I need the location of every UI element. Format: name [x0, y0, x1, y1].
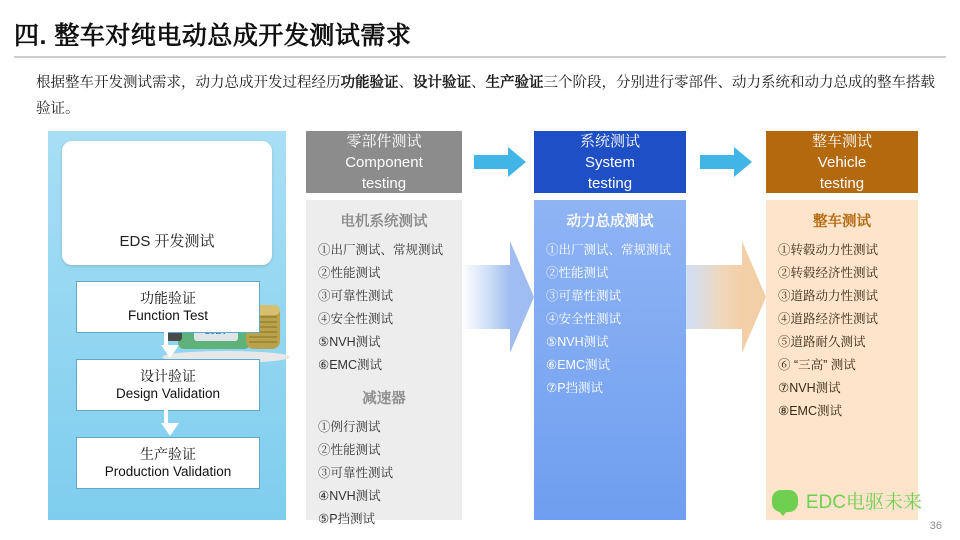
intro-part2: 三个阶段，分别进行零部件、动力系统和动力总成的整车搭载验证。	[36, 75, 935, 117]
intro-part1: 根据整车开发测试需求，动力总成开发过程经历	[36, 75, 341, 91]
intro-bold-3: 生产验证	[485, 75, 544, 91]
list-item: ②性能测试	[318, 266, 381, 280]
step-function-test-en: Function Test	[127, 308, 209, 323]
list-item: ⑥EMC测试	[546, 358, 610, 372]
header-component-en2: testing	[361, 174, 407, 192]
arrow-right-component-to-system-icon	[474, 147, 526, 177]
header-system-en1: System	[584, 153, 635, 171]
list-item: ②性能测试	[546, 266, 609, 280]
group-title-reducer: 减速器	[362, 391, 406, 407]
list-item: ④道路经济性测试	[778, 312, 879, 326]
step-production-validation-cn: 生产验证	[140, 446, 196, 462]
list-item: ③可靠性测试	[318, 289, 394, 303]
list-item: ④安全性测试	[318, 312, 394, 326]
list-item: ②性能测试	[318, 443, 381, 457]
header-vehicle-testing[interactable]	[766, 131, 918, 193]
list-item: ⑥EMC测试	[318, 358, 382, 372]
arrow-down-1-stem	[164, 331, 168, 345]
list-item: ①转毂动力性测试	[778, 243, 879, 257]
group-title-vehicle: 整车测试	[813, 214, 871, 230]
group-title-motor-system: 电机系统测试	[340, 214, 428, 230]
arrow-right-large-1-icon	[462, 265, 534, 329]
step-design-validation-cn: 设计验证	[140, 368, 196, 384]
footer-brand	[772, 487, 922, 514]
step-function-test-cn: 功能验证	[140, 290, 196, 306]
list-item: ⑥ “三高” 测试	[778, 358, 856, 372]
step-production-validation[interactable]	[76, 437, 260, 489]
step-design-validation[interactable]	[76, 359, 260, 411]
intro-sep1: 、	[398, 75, 413, 91]
intro-bold-1: 功能验证	[340, 75, 399, 91]
eds-label: EDS 开发测试	[119, 233, 215, 250]
arrow-down-2-icon	[161, 423, 179, 436]
list-item: ⑤P挡测试	[318, 512, 376, 526]
list-vehicle-items	[778, 239, 906, 423]
list-item: ⑧EMC测试	[778, 404, 842, 418]
list-motor-system-items	[318, 239, 450, 377]
wechat-icon	[772, 490, 798, 512]
list-item: ①例行测试	[318, 420, 381, 434]
arrow-down-1-icon	[161, 345, 179, 358]
list-item: ⑤NVH测试	[546, 335, 609, 349]
header-vehicle-en1: Vehicle	[817, 153, 867, 171]
header-component-testing[interactable]	[306, 131, 462, 193]
page-title: 四. 整车对纯电动总成开发测试需求	[14, 22, 412, 50]
page-number: 36	[929, 520, 942, 532]
step-production-validation-en: Production Validation	[104, 464, 232, 479]
list-item: ③可靠性测试	[318, 466, 394, 480]
list-item: ①出厂测试、常规测试	[318, 243, 444, 257]
list-item: ③可靠性测试	[546, 289, 622, 303]
header-system-en2: testing	[587, 174, 633, 192]
header-system-testing[interactable]	[534, 131, 686, 193]
intro-paragraph	[36, 70, 936, 122]
list-item: ⑦NVH测试	[778, 381, 841, 395]
arrow-right-large-2-icon	[686, 265, 766, 329]
list-item: ⑤道路耐久测试	[778, 335, 866, 349]
group-title-powertrain: 动力总成测试	[566, 214, 654, 230]
header-component-cn: 零部件测试	[346, 132, 422, 150]
list-item: ⑦P挡测试	[546, 381, 604, 395]
panel-system-testing	[534, 200, 686, 520]
brand-label: EDC电驱未来	[805, 492, 922, 513]
step-function-test[interactable]	[76, 281, 260, 333]
arrow-right-system-to-vehicle-icon	[700, 147, 752, 177]
header-system-cn: 系统测试	[579, 132, 640, 150]
title-divider	[14, 56, 946, 58]
intro-sep2: 、	[471, 75, 486, 91]
panel-component-testing	[306, 200, 462, 526]
list-item: ④NVH测试	[318, 489, 381, 503]
list-item: ①出厂测试、常规测试	[546, 243, 672, 257]
header-vehicle-en2: testing	[819, 174, 865, 192]
arrow-down-2-stem	[164, 409, 168, 423]
list-reducer-items	[318, 416, 450, 531]
list-powertrain-items	[546, 239, 674, 400]
list-item: ③道路动力性测试	[778, 289, 879, 303]
step-design-validation-en: Design Validation	[115, 386, 221, 401]
header-component-en1: Component	[345, 153, 423, 171]
list-item: ④安全性测试	[546, 312, 622, 326]
list-item: ②转毂经济性测试	[778, 266, 879, 280]
panel-vehicle-testing	[766, 200, 918, 520]
list-item: ⑤NVH测试	[318, 335, 381, 349]
intro-bold-2: 设计验证	[413, 75, 471, 91]
header-vehicle-cn: 整车测试	[811, 132, 872, 150]
